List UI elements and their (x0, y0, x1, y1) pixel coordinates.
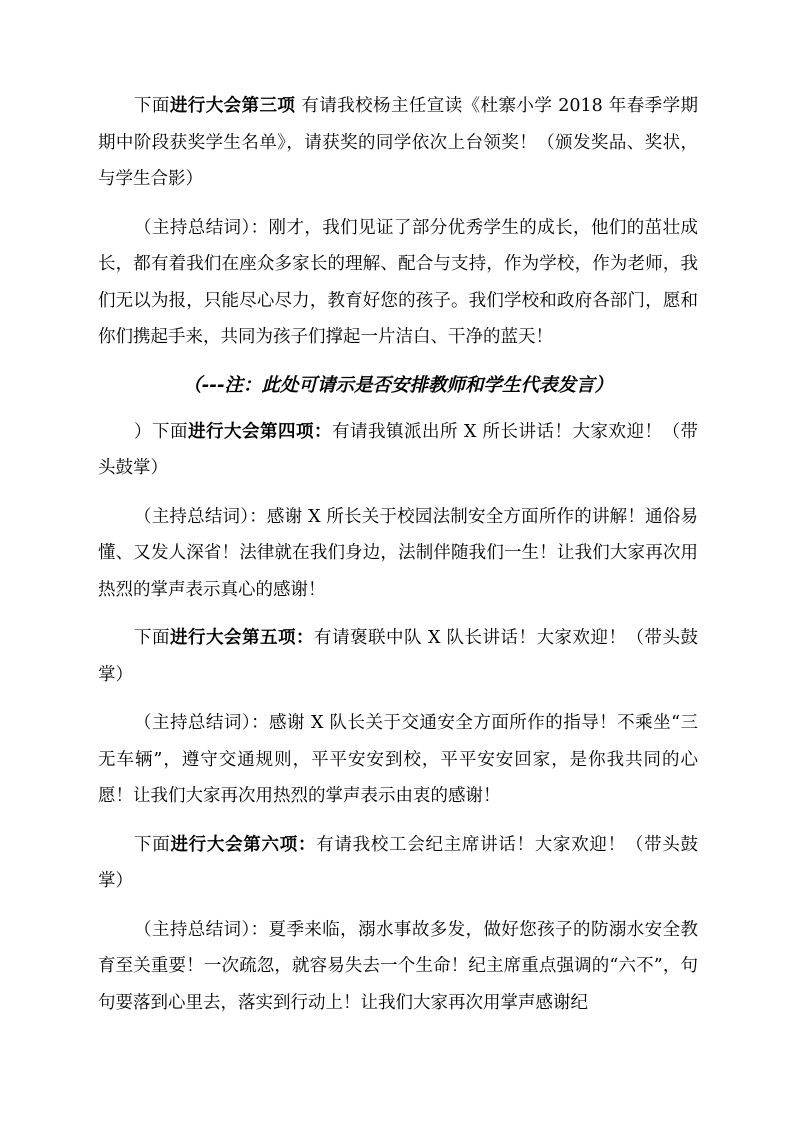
paragraph-lead: 下面 (134, 628, 170, 648)
host-summary-paragraph: （主持总结词）：刚才，我们见证了部分优秀学生的成长，他们的茁壮成长，都有着我们在座众多家长的理解、配合与支持，作为学校，作为老师，我们无以为报，只能尽心尽力，教育好您的孩子。我们学校和政府各部门，愿和你们携起手来，共同为孩子们撑起一片洁白、干净的蓝天！ (98, 217, 698, 347)
paragraph-body: 有请褒联中队 X 队长讲话！大家欢迎！（带头鼓掌） (98, 628, 699, 685)
paragraph-lead: 下面 (134, 96, 170, 116)
paragraph-body: 有请我镇派出所 X 所长讲话！大家欢迎！（带头鼓掌） (98, 421, 699, 478)
paragraph-heading: 进行大会第六项： (170, 834, 317, 855)
paragraph-body: 有请我校杨主任宣读《杜寨小学 2018 年春季学期期中阶段获奖学生名单》，请获奖的同学依次上台领奖！（颁发奖品、奖状，与学生合影） (98, 96, 699, 189)
document-page (98, 88, 698, 1033)
paragraph-heading: 进行大会第三项 (169, 96, 296, 116)
paragraph-item-5 (98, 620, 698, 693)
paragraph-item-6 (98, 827, 698, 900)
paragraph-lead: ）下面 (134, 421, 188, 442)
paragraph-lead: 下面 (134, 834, 171, 855)
host-summary-paragraph: （主持总结词）：感谢 X 所长关于校园法制安全方面所作的讲解！通俗易懂、又发人深省！法律就在我们身边，法制伴随我们一生！让我们大家再次用热烈的掌声表示真心的感谢！ (98, 506, 698, 600)
paragraph-heading: 进行大会第四项： (188, 421, 332, 442)
host-summary-paragraph: （主持总结词）：夏季来临，溺水事故多发，做好您孩子的防溺水安全教育至关重要！一次疏忽，就容易失去一个生命！纪主席重点强调的“六不”，句句要落到心里去，落实到行动上！让我们大家再次用掌声感谢纪 (98, 919, 698, 1013)
paragraph-body: 有请我校工会纪主席讲话！大家欢迎！（带头鼓掌） (98, 834, 699, 891)
paragraph-heading: 进行大会第五项： (170, 628, 314, 648)
note-line: （---注：此处可请示是否安排教师和学生代表发言） (182, 374, 614, 396)
host-summary-paragraph: （主持总结词）：感谢 X 队长关于交通安全方面所作的指导！不乘坐“三无车辆”，遵守交通规则，平平安安到校，平平安安回家，是你我共同的心愿！让我们大家再次用热烈的掌声表示由衷的感谢！ (98, 713, 698, 806)
paragraph-item-3 (98, 88, 698, 198)
paragraph-item-4 (98, 414, 698, 487)
